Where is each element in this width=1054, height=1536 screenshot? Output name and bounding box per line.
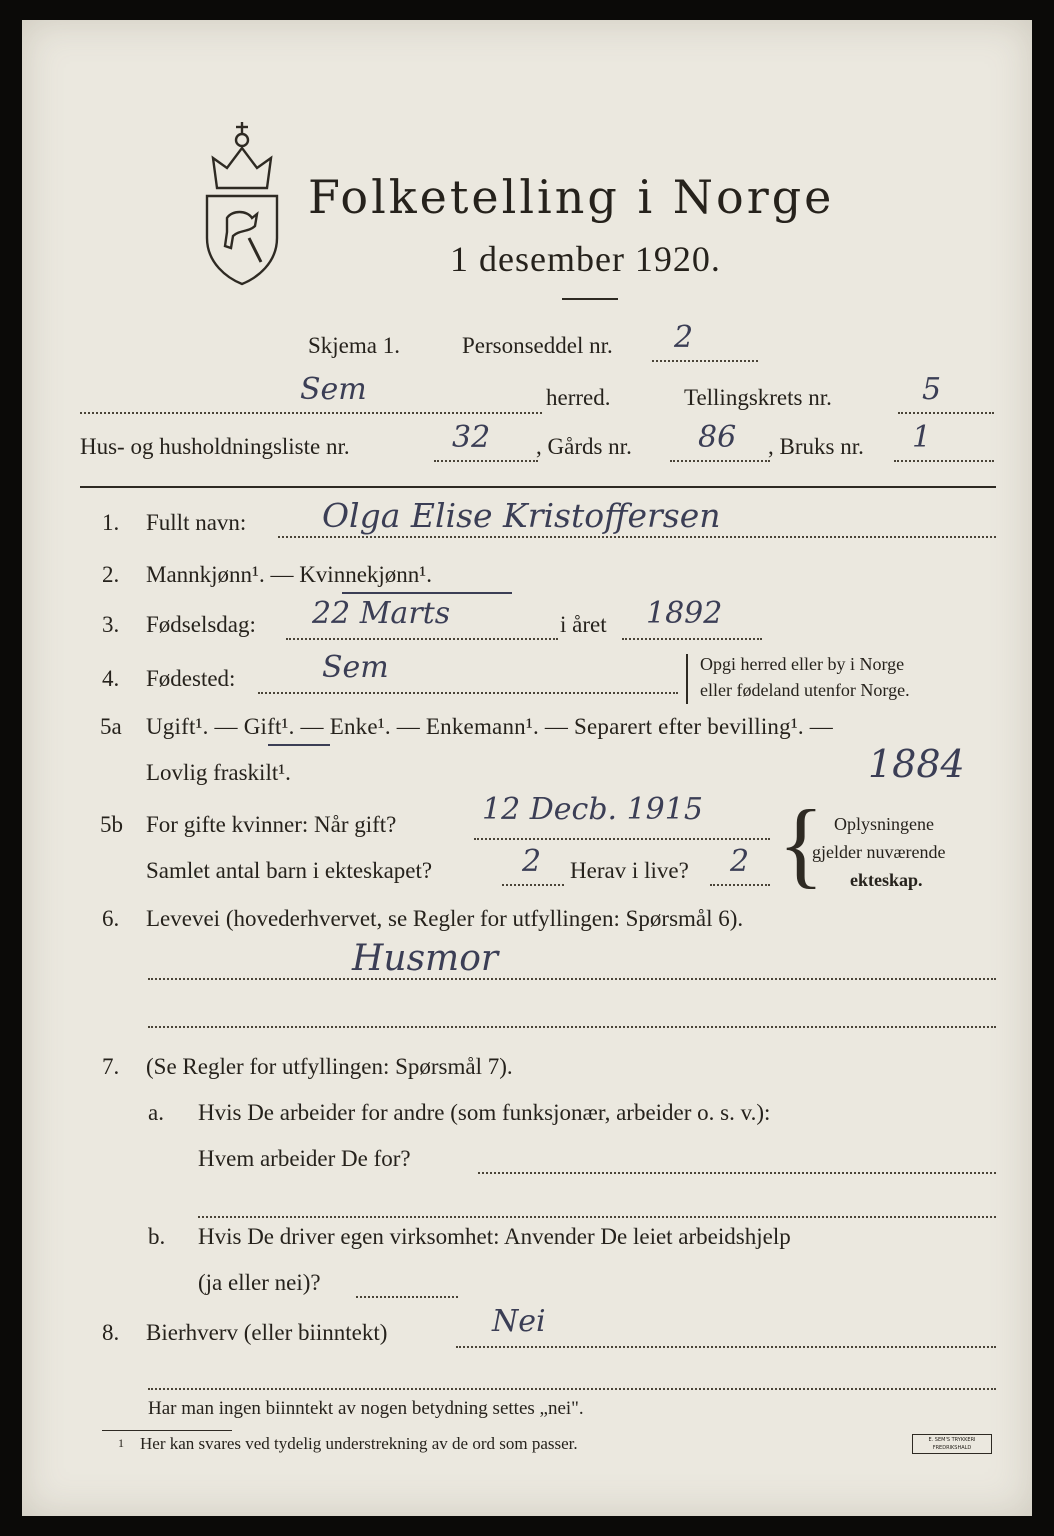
tellingskrets-label: Tellingskrets nr.	[684, 385, 832, 410]
q8-side-income-value: Nei	[492, 1304, 546, 1339]
q5a-number: 5a	[100, 714, 122, 739]
bruks-label: , Bruks nr.	[768, 434, 864, 459]
bruks-value: 1	[912, 420, 932, 455]
q6-occupation-value: Husmor	[352, 938, 499, 979]
q5b-alive-value: 2	[730, 844, 750, 879]
footnote-text: Her kan svares ved tydelig understrekning av de ord som passer.	[140, 1434, 578, 1453]
q3-year-label: i året	[560, 612, 607, 637]
q7-label: (Se Regler for utfyllingen: Spørsmål 7).	[146, 1054, 513, 1079]
printer-stamp: E. SEM'S TRYKKERI FREDRIKSHALD	[912, 1434, 992, 1454]
norwegian-coat-of-arms-icon	[197, 118, 287, 288]
q5b-alive-label: Herav i live?	[570, 858, 689, 883]
q5b-brace: {	[778, 790, 825, 897]
census-date: 1 desember 1920.	[450, 239, 721, 279]
q3-label: Fødselsdag:	[146, 612, 256, 637]
gards-label: , Gårds nr.	[536, 434, 632, 459]
herred-value: Sem	[300, 372, 367, 407]
husliste-value: 32	[452, 420, 491, 455]
q6-occupation-label: Levevei (hovederhvervet, se Regler for utfyllingen: Spørsmål 6).	[146, 906, 744, 931]
husliste-label: Hus- og husholdningsliste nr.	[80, 434, 350, 459]
q7b-label: Hvis De driver egen virksomhet: Anvender De leiet arbeidshjelp	[198, 1224, 791, 1249]
q5b-children-label: Samlet antal barn i ekteskapet?	[146, 858, 433, 883]
gards-value: 86	[698, 420, 737, 455]
form-title: Folketelling i Norge	[308, 170, 835, 224]
q8-number: 8.	[102, 1320, 120, 1345]
q2-gender-label: Mannkjønn¹. — Kvinnekjønn¹.	[146, 562, 432, 587]
q3-number: 3.	[102, 612, 120, 637]
footnote-mark: 1	[118, 1436, 124, 1450]
q7b-label-line2: (ja eller nei)?	[198, 1270, 321, 1295]
footer-divider	[102, 1430, 232, 1431]
q1-full-name-value: Olga Elise Kristoffersen	[322, 496, 721, 535]
q5a-label-line2: Lovlig fraskilt¹.	[146, 760, 291, 785]
q4-note-line2: eller fødeland utenfor Norge.	[700, 680, 910, 700]
personseddel-value: 2	[674, 320, 694, 355]
tellingskrets-value: 5	[922, 372, 942, 407]
skjema-label: Skjema 1.	[308, 333, 400, 358]
q7a-label: Hvis De arbeider for andre (som funksjonær, arbeider o. s. v.):	[198, 1100, 771, 1125]
q5b-note-line3: ekteskap.	[850, 870, 923, 890]
q7-number: 7.	[102, 1054, 120, 1079]
q3-birthday-value: 22 Marts	[312, 596, 451, 631]
q4-note-line1: Opgi herred eller by i Norge	[700, 654, 905, 674]
footer-note: Har man ingen biinntekt av nogen betydning settes „nei".	[148, 1398, 584, 1419]
q2-underline-kvinnekjonn	[342, 592, 512, 594]
q8-label: Bierhverv (eller biinntekt)	[146, 1320, 388, 1345]
q2-number: 2.	[102, 562, 120, 587]
q5a-marital-status-label: Ugift¹. — Gift¹. — Enke¹. — Enkemann¹. — Separert efter bevilling¹. —	[146, 714, 834, 739]
q5b-note-line2: gjelder nuværende	[812, 842, 946, 862]
q4-label: Fødested:	[146, 666, 236, 691]
q5b-children-value: 2	[522, 844, 542, 879]
q1-number: 1.	[102, 510, 120, 535]
q5b-note-line1: Oplysningene	[834, 814, 934, 834]
herred-label: herred.	[546, 385, 611, 410]
census-form-page	[22, 20, 1032, 1516]
q1-label: Fullt navn:	[146, 510, 247, 535]
q3-year-value: 1892	[646, 596, 723, 631]
q5b-married-label: For gifte kvinner: Når gift?	[146, 812, 397, 837]
q5a-underline-gift	[268, 744, 330, 746]
personseddel-label: Personseddel nr.	[462, 333, 613, 358]
q6-number: 6.	[102, 906, 120, 931]
q4-number: 4.	[102, 666, 120, 691]
q7a-label-line2: Hvem arbeider De for?	[198, 1146, 411, 1171]
q5b-marriage-date-value: 12 Decb. 1915	[482, 792, 703, 827]
q4-birthplace-value: Sem	[322, 650, 389, 685]
q5b-number: 5b	[100, 812, 123, 837]
q7a-letter: a.	[148, 1100, 164, 1125]
header-divider	[80, 486, 996, 488]
q5a-margin-note: 1884	[868, 742, 965, 786]
title-divider	[562, 298, 618, 300]
q7b-letter: b.	[148, 1224, 166, 1249]
